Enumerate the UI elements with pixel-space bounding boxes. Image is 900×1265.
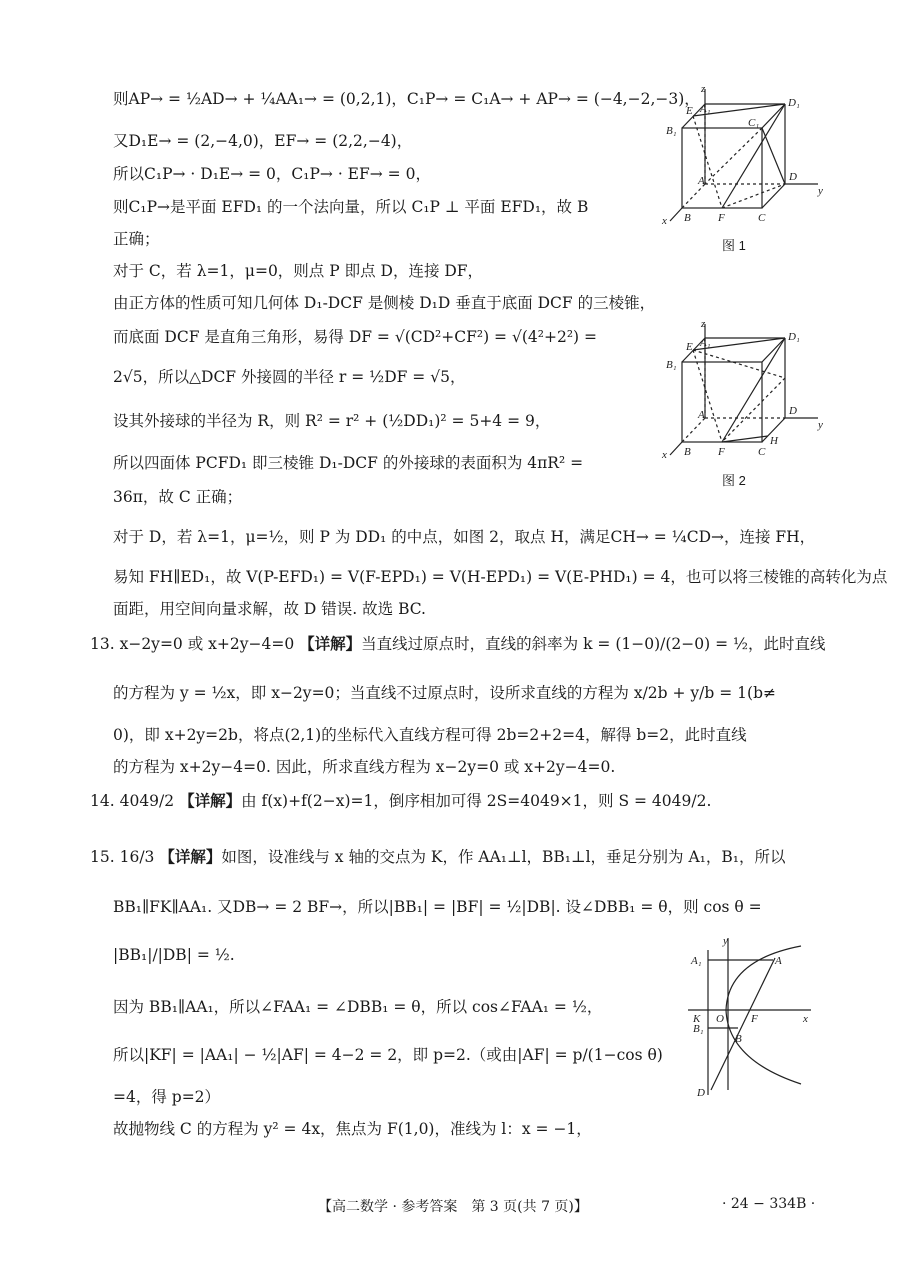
svg-text:B: B [735, 1033, 742, 1045]
q15-first-line [90, 846, 786, 868]
q14-tag: 【详解】 [179, 791, 242, 810]
body-line-5: 正确； [113, 230, 160, 248]
svg-text:A₁: A₁ [700, 103, 711, 115]
q13-tag: 【详解】 [299, 634, 362, 653]
q14-text: 由 f(x)+f(2−x)=1，倒序相加可得 2S=4049×1，则 S = 4049/2. [241, 792, 712, 810]
body-line-2: 又D₁E→ = (2,−4,0)，EF→ = (2,2,−4)， [113, 132, 413, 150]
body-line-7: 由正方体的性质可知几何体 D₁-DCF 是侧棱 D₁D 垂直于底面 DCF 的三棱锥， [113, 294, 656, 312]
svg-text:x: x [662, 449, 667, 461]
svg-text:C: C [758, 446, 766, 458]
q13-number: 13. [90, 635, 115, 653]
svg-text:B₁: B₁ [666, 125, 677, 137]
svg-text:E: E [686, 341, 693, 353]
footer-code: · 24 − 334B · [722, 1196, 816, 1212]
q15-line-4: 所以|KF| = |AA₁| − ½|AF| = 4−2 = 2，即 p=2.（或由|AF| = p/(1−cos θ) [113, 1046, 663, 1064]
svg-text:x: x [662, 215, 667, 227]
svg-text:A: A [698, 175, 705, 187]
svg-text:A: A [698, 409, 705, 421]
svg-text:F: F [718, 212, 725, 224]
q15-line-5: =4，得 p=2） [113, 1088, 221, 1106]
body-line-1: 则AP→ = ½AD→ + ¼AA₁→ = (0,2,1)，C₁P→ = C₁A→ + AP→ = (−4,−2,−3)， [113, 90, 700, 108]
svg-text:y: y [818, 185, 823, 197]
q13-answer: x−2y=0 或 x+2y−4=0 [119, 635, 295, 653]
svg-text:D: D [697, 1087, 705, 1099]
figure-1-caption: 图 1 [722, 238, 746, 253]
q15-number: 15. [90, 848, 115, 866]
svg-text:K: K [693, 1013, 701, 1025]
figure-1-cube [660, 84, 830, 238]
body-line-3: 所以C₁P→ · D₁E→ = 0，C₁P→ · EF→ = 0， [113, 165, 431, 183]
svg-text:A₁: A₁ [700, 337, 711, 349]
figure-parabola [683, 930, 823, 1104]
q13-line-0: 当直线过原点时，直线的斜率为 k = (1−0)/(2−0) = ½，此时直线 [361, 635, 826, 653]
footer-page-info: 【高二数学 · 参考答案 第 3 页(共 7 页)】 [318, 1199, 588, 1215]
svg-text:C₁: C₁ [748, 117, 760, 129]
svg-text:B: B [684, 212, 691, 224]
body-line-15: 面距，用空间向量求解，故 D 错误. 故选 BC. [113, 600, 426, 618]
svg-text:D: D [789, 405, 797, 417]
q15-answer: 16/3 [119, 848, 155, 866]
svg-text:y: y [818, 419, 823, 431]
body-line-6: 对于 C，若 λ=1，μ=0，则点 P 即点 D，连接 DF， [113, 262, 484, 280]
body-line-8: 而底面 DCF 是直角三角形，易得 DF = √(CD²+CF²) = √(4²+2²) = [113, 328, 597, 346]
svg-text:C: C [758, 212, 766, 224]
svg-text:F: F [751, 1013, 758, 1025]
svg-text:F: F [718, 446, 725, 458]
svg-text:A: A [775, 955, 782, 967]
q14-line [90, 790, 711, 812]
svg-text:B: B [684, 446, 691, 458]
svg-text:D₁: D₁ [788, 331, 800, 343]
svg-text:z: z [701, 84, 706, 95]
svg-text:E: E [686, 105, 693, 117]
body-line-14: 易知 FH∥ED₁，故 V(P-EFD₁) = V(F-EPD₁) = V(H-EPD₁) = V(E-PHD₁) = 4，也可以将三棱锥的高转化为点 [113, 568, 888, 586]
svg-text:D: D [789, 171, 797, 183]
body-line-4: 则C₁P→是平面 EFD₁ 的一个法向量，所以 C₁P ⊥ 平面 EFD₁，故 B [113, 198, 589, 216]
q13-line-2: 0)，即 x+2y=2b，将点(2,1)的坐标代入直线方程可得 2b=2+2=4，解得 b=2，此时直线 [113, 726, 747, 744]
figure-2-cube [660, 320, 830, 469]
figure-2-caption: 图 2 [722, 473, 746, 488]
q13-first-line [90, 633, 826, 655]
body-line-13: 对于 D，若 λ=1，μ=½，则 P 为 DD₁ 的中点，如图 2，取点 H，满足CH→ = ¼CD→，连接 FH， [113, 528, 816, 546]
body-line-11: 所以四面体 PCFD₁ 即三棱锥 D₁-DCF 的外接球的表面积为 4πR² = [113, 454, 584, 472]
svg-text:y: y [723, 935, 728, 947]
figure-2-h-label: H [770, 435, 778, 447]
svg-text:D₁: D₁ [788, 97, 800, 109]
q15-line-1: BB₁∥FK∥AA₁. 又DB→ = 2 BF→，所以|BB₁| = |BF| = ½|DB|. 设∠DBB₁ = θ，则 cos θ = [113, 898, 762, 916]
q15-line-3: 因为 BB₁∥AA₁，所以∠FAA₁ = ∠DBB₁ = θ，所以 cos∠FAA₁ = ½， [113, 998, 603, 1016]
q13-line-1: 的方程为 y = ½x，即 x−2y=0；当直线不过原点时，设所求直线的方程为 x/2b + y/b = 1(b≠ [113, 684, 776, 702]
svg-text:x: x [803, 1013, 808, 1025]
q14-answer: 4049/2 [119, 792, 175, 810]
svg-text:B₁: B₁ [666, 359, 677, 371]
svg-text:B₁: B₁ [693, 1023, 704, 1035]
body-line-10: 设其外接球的半径为 R，则 R² = r² + (½DD₁)² = 5+4 = 9， [113, 412, 551, 430]
q15-line-6: 故抛物线 C 的方程为 y² = 4x，焦点为 F(1,0)，准线为 l：x = −1， [113, 1120, 592, 1138]
q14-number: 14. [90, 792, 115, 810]
svg-text:O: O [716, 1013, 724, 1025]
body-line-12: 36π，故 C 正确； [113, 488, 243, 506]
q15-tag: 【详解】 [159, 847, 222, 866]
body-line-9: 2√5，所以△DCF 外接圆的半径 r = ½DF = √5， [113, 368, 466, 386]
q15-line-2: |BB₁|/|DB| = ½. [113, 946, 235, 964]
svg-text:A₁: A₁ [691, 955, 702, 967]
q15-line-0: 如图，设准线与 x 轴的交点为 K，作 AA₁⊥l，BB₁⊥l，垂足分别为 A₁，B₁，所以 [221, 848, 786, 866]
svg-text:z: z [701, 320, 706, 330]
q13-line-3: 的方程为 x+2y−4=0. 因此，所求直线方程为 x−2y=0 或 x+2y−4=0. [113, 758, 616, 776]
